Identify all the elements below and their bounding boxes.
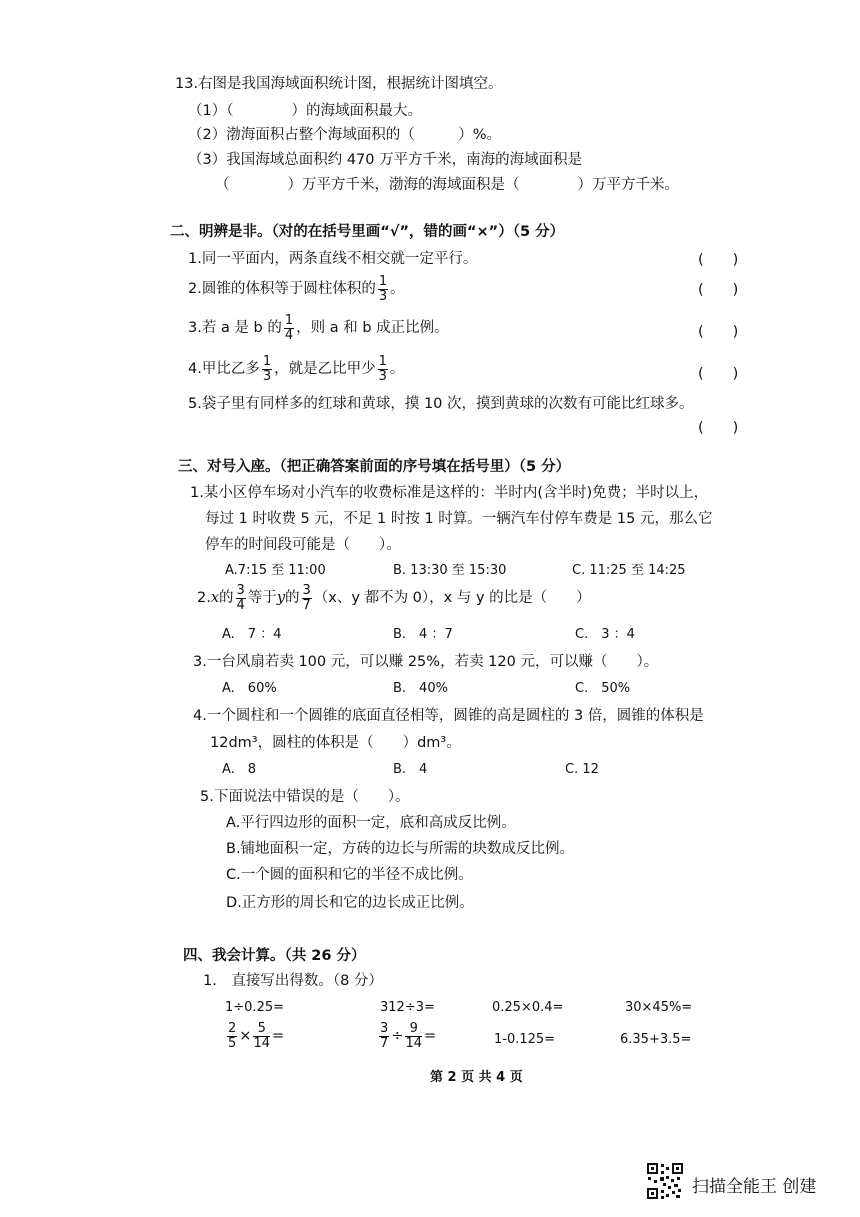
answer-paren-1[interactable]: ( ) xyxy=(698,252,739,268)
calc-4: 30×45%= xyxy=(625,1000,693,1015)
fraction-one-fourth: $\frac{1}{4}$ xyxy=(284,313,294,343)
q13-part2: （2）渤海面积占整个海域面积的（ ）%。 xyxy=(188,127,502,143)
choice-q1-line1: 1.某小区停车场对小汽车的收费标准是这样的：半时内(含半时)免费；半时以上， xyxy=(190,485,709,501)
choice-q3-option-c: C. 50% xyxy=(575,681,631,696)
calc-6: $\frac{3}{7}$ ÷ $\frac{9}{14}$ = xyxy=(380,1021,437,1051)
choice-q5-option-c: C.一个圆的面积和它的半径不成比例。 xyxy=(226,867,473,883)
choice-q5: 5.下面说法中错误的是（ ）。 xyxy=(200,789,410,805)
calc-8: 6.35+3.5= xyxy=(620,1032,692,1047)
choice-q2-option-a: A. 7 ：4 xyxy=(222,627,282,642)
judge-item-3: 3.若 a 是 b 的 $\frac{1}{4}$ ，则 a 和 b 成正比例。 xyxy=(188,313,449,343)
choice-q1-line3: 停车的时间段可能是（ ）。 xyxy=(205,537,401,553)
q13-part1: （1）（ ）的海域面积最大。 xyxy=(188,103,422,119)
scanner-watermark: 扫描全能王 创建 xyxy=(692,1177,817,1197)
choice-q2-option-b: B. 4 ：7 xyxy=(393,627,453,642)
answer-paren-3[interactable]: ( ) xyxy=(698,324,739,340)
qr-code-icon xyxy=(646,1162,684,1200)
choice-q1-line2: 每过 1 时收费 5 元，不足 1 时按 1 时算。一辆汽车付停车费是 15 元，那么它 xyxy=(205,511,713,527)
answer-paren-2[interactable]: ( ) xyxy=(698,282,739,298)
calc-3: 0.25×0.4= xyxy=(492,1000,564,1015)
judge-item-4: 4.甲比乙多 $\frac{1}{3}$ ，就是乙比甲少 $\frac{1}{3}$ 。 xyxy=(188,354,405,384)
choice-q4-option-c: C. 12 xyxy=(565,762,599,777)
calc-1: 1÷0.25= xyxy=(225,1000,285,1015)
judge-item-2-text: 2.圆锥的体积等于圆柱体积的 xyxy=(188,281,376,298)
judge-item-3-text: 3.若 a 是 b 的 xyxy=(188,320,282,337)
judge-item-4-text: 4.甲比乙多 xyxy=(188,361,260,378)
fraction-one-third: $\frac{1}{3}$ xyxy=(378,274,388,304)
q13-part3b: （ ）万平方千米，渤海的海域面积是（ ）万平方千米。 xyxy=(215,177,679,193)
section3-heading: 三、对号入座。（把正确答案前面的序号填在括号里）（5 分） xyxy=(178,459,571,475)
fraction-three-sevenths: $\frac{3}{7}$ xyxy=(302,583,311,613)
choice-q2-option-c: C. 3 ：4 xyxy=(575,627,635,642)
q13-title: 13.右图是我国海域面积统计图，根据统计图填空。 xyxy=(175,76,503,92)
choice-q4-option-b: B. 4 xyxy=(393,762,428,777)
section4-heading: 四、我会计算。（共 26 分） xyxy=(183,948,366,964)
choice-q5-option-b: B.铺地面积一定，方砖的边长与所需的块数成反比例。 xyxy=(226,841,575,857)
fraction-one-third-a: $\frac{1}{3}$ xyxy=(262,354,272,384)
judge-item-5: 5.袋子里有同样多的红球和黄球，摸 10 次，摸到黄球的次数有可能比红球多。 xyxy=(188,396,694,412)
answer-paren-4[interactable]: ( ) xyxy=(698,366,739,382)
choice-q1-option-a: A.7:15 至 11:00 xyxy=(225,563,326,578)
judge-item-2: 2.圆锥的体积等于圆柱体积的 $\frac{1}{3}$ 。 xyxy=(188,274,405,304)
calc-5: $\frac{2}{5}$ × $\frac{5}{14}$ = xyxy=(228,1021,285,1051)
choice-q5-option-d: D.正方形的周长和它的边长成正比例。 xyxy=(226,895,474,911)
choice-q5-option-a: A.平行四边形的面积一定，底和高成反比例。 xyxy=(226,815,516,831)
choice-q4-line2: 12dm³，圆柱的体积是（ ）dm³。 xyxy=(210,735,461,751)
calc-2: 312÷3= xyxy=(380,1000,435,1015)
choice-q3: 3.一台风扇若卖 100 元，可以赚 25%，若卖 120 元，可以赚（ ）。 xyxy=(193,654,659,670)
choice-q4-line1: 4.一个圆柱和一个圆锥的底面直径相等，圆锥的高是圆柱的 3 倍，圆锥的体积是 xyxy=(193,708,704,724)
section2-heading: 二、明辨是非。（对的在括号里画“√”，错的画“×”）（5 分） xyxy=(170,224,565,240)
calc-7: 1-0.125= xyxy=(494,1032,556,1047)
fraction-three-fourths: $\frac{3}{4}$ xyxy=(236,583,245,613)
page-number: 第 2 页 共 4 页 xyxy=(430,1070,523,1085)
choice-q3-option-a: A. 60% xyxy=(222,681,277,696)
fraction-one-third-b: $\frac{1}{3}$ xyxy=(378,354,387,384)
q13-part3a: （3）我国海域总面积约 470 万平方千米，南海的海域面积是 xyxy=(188,152,583,168)
choice-q1-option-c: C. 11:25 至 14:25 xyxy=(572,563,686,578)
choice-q3-option-b: B. 40% xyxy=(393,681,448,696)
section4-sub1: 1. 直接写出得数。（8 分） xyxy=(203,973,383,989)
judge-item-1: 1.同一平面内，两条直线不相交就一定平行。 xyxy=(188,251,478,267)
choice-q1-option-b: B. 13:30 至 15:30 xyxy=(393,563,507,578)
choice-q2: 2.x的 $\frac{3}{4}$ 等于y的 $\frac{3}{7}$ （x、y 都不为 0），x 与 y 的比是（ ） xyxy=(197,583,591,613)
answer-paren-5[interactable]: ( ) xyxy=(698,420,739,436)
choice-q4-option-a: A. 8 xyxy=(222,762,257,777)
